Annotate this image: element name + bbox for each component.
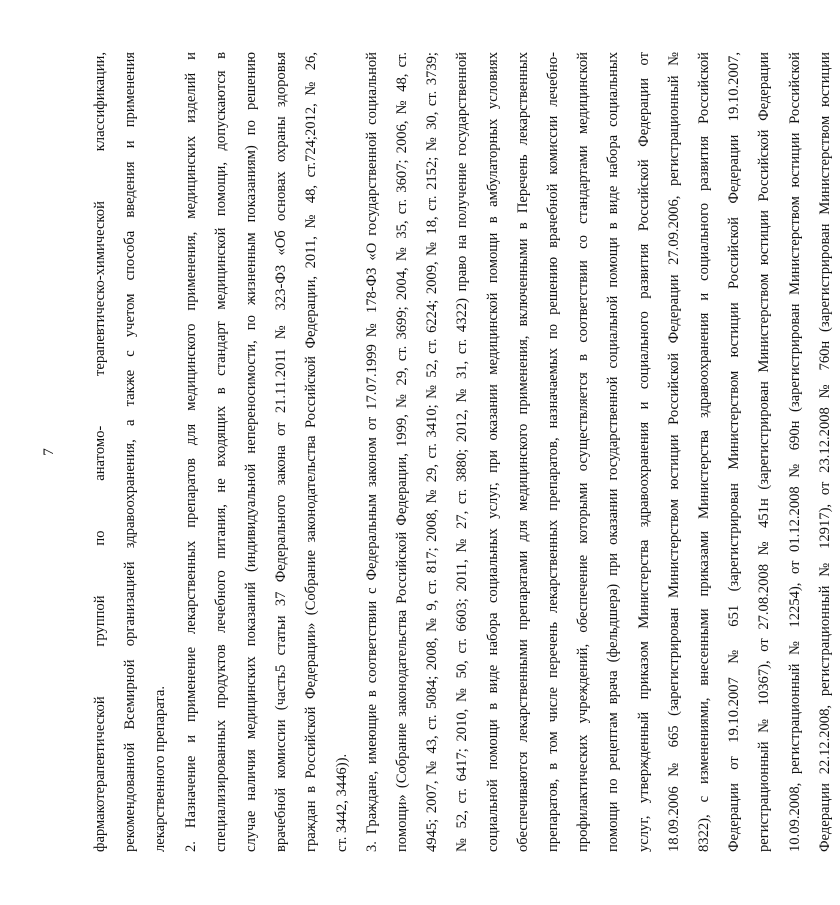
text-line: граждан в Российской Федерации» (Собрание законодательства Российской Федерации, 2011, № 48, ст.724;2012, № 26, <box>303 52 320 852</box>
text-line: ст. 3442, 3446)). <box>333 753 350 852</box>
paragraph-3 <box>357 52 840 852</box>
text-line: 3. Граждане, имеющие в соответствии с Федеральным законом от 17.07.1999 № 178-ФЗ «О государственной социальной <box>363 52 380 852</box>
body-text <box>85 52 840 852</box>
text-line: фармакотерапевтической группой по анатомо- терапевтическо-химической классификации, <box>92 52 108 852</box>
text-line: помощи по рецептам врача (фельдшера) при оказании государственной социальной помощи в виде набора социальных <box>605 52 622 852</box>
paragraph-2 <box>176 52 357 852</box>
text-line: 4945; 2007, № 43, ст. 5084; 2008, № 9, ст. 817; 2008, № 29, ст. 3410; № 52, ст. 6224; 2009, № 18, ст. 2152; № 30, ст. 3739; <box>424 52 441 852</box>
text-line: 2. Назначение и применение лекарственных препаратов для медицинского применения, медицинских изделий и <box>182 52 199 852</box>
text-line: 8322), с изменениями, внесенными приказами Министерства здравоохранения и социального развития Российской <box>696 52 713 852</box>
text-line: Федерации 22.12.2008, регистрационный № 12917), от 23.12.2008 № 760н (зарегистрирован Министерством юстиции <box>816 52 833 852</box>
rotated-page <box>40 52 833 852</box>
text-line: лекарственного препарата. <box>152 686 169 852</box>
text-line: № 52, ст. 6417; 2010, № 50, ст. 6603; 2011, № 27, ст. 3880; 2012, № 31, ст. 4322) право на получение государственной <box>454 52 471 852</box>
page-number: 7 <box>41 448 57 456</box>
text-line: препаратов, в том числе перечень лекарственных препаратов, назначаемых по решению врачебной комиссии лечебно- <box>545 52 562 852</box>
text-line: Федерации от 19.10.2007 № 651 (зарегистрирован Министерством юстиции Российской Федерации 19.10.2007, <box>726 52 743 852</box>
text-line: помощи» (Собрание законодательства Российской Федерации, 1999, № 29, ст. 3699; 2004, № 35, ст. 3607; 2006, № 48, ст. <box>394 52 411 852</box>
text-line: социальной помощи в виде набора социальных услуг, при оказании медицинской помощи в амбулаторных условиях <box>484 52 501 852</box>
text-line: врачебной комиссии (часть5 статьи 37 Федерального закона от 21.11.2011 № 323-ФЗ «Об основах охраны здоровья <box>273 52 290 852</box>
text-line: регистрационный № 10367), от 27.08.2008 № 451н (зарегистрирован Министерством юстиции Российской Федерации <box>756 52 773 852</box>
text-line: 10.09.2008, регистрационный № 12254), от 01.12.2008 № 690н (зарегистрирован Министерством юстиции Российской <box>786 52 803 852</box>
text-line: профилактических учреждений, обеспечение которыми осуществляется в соответствии со стандартами медицинской <box>575 52 592 852</box>
text-line: случае наличия медицинских показаний (индивидуальной непереносимости, по жизненным показаниям) по решению <box>243 52 260 852</box>
paragraph-1-continuation <box>85 52 176 852</box>
text-line: обеспечиваются лекарственными препаратами для медицинского применения, включенными в Перечень лекарственных <box>514 52 531 852</box>
text-line: рекомендованной Всемирной организацией здравоохранения, а также с учетом способа введения и применения <box>122 52 139 852</box>
text-line: специализированных продуктов лечебного питания, не входящих в стандарт медицинской помощи, допускаются в <box>212 52 229 852</box>
text-line: услуг, утвержденный приказом Министерства здравоохранения и социального развития Российской Федерации от <box>635 52 652 852</box>
text-line: 18.09.2006 № 665 (зарегистрирован Министерством юстиции Российской Федерации 27.09.2006, регистрационный № <box>665 52 682 852</box>
